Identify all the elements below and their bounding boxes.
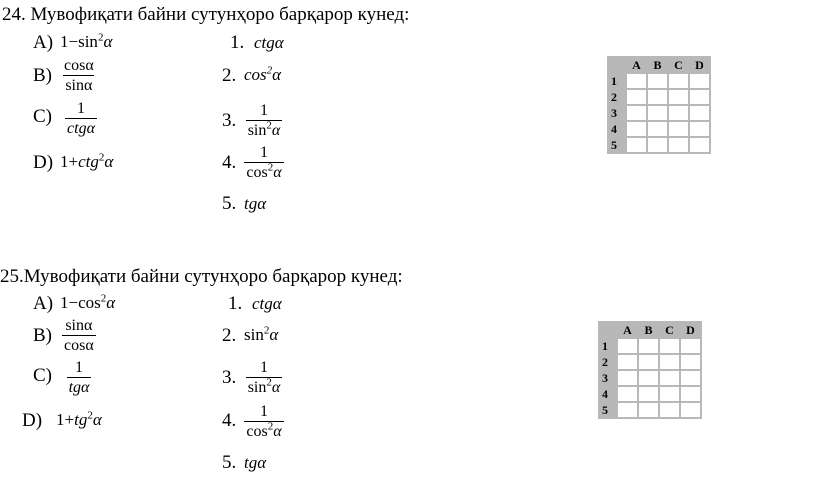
- grid-row-header: 5: [609, 138, 625, 152]
- grid-cell[interactable]: [648, 122, 667, 136]
- grid-cell[interactable]: [690, 74, 709, 88]
- option-d-expression: 1+ctg$^2$α: [60, 151, 114, 171]
- grid-col-header: C: [660, 323, 679, 337]
- question-title: 25.Мувофиқати байни сутунҳоро барқарор кунед:: [0, 266, 403, 287]
- grid-row-header: 4: [609, 122, 625, 136]
- grid-cell[interactable]: [690, 138, 709, 152]
- answer-5-expression: tgα: [244, 453, 267, 472]
- answer-3-label: 3.: [222, 110, 237, 131]
- answer-grid: [607, 56, 711, 154]
- grid-cell[interactable]: [669, 138, 688, 152]
- grid-row-header: 3: [609, 106, 625, 120]
- answer-3-fraction: $\frac{1}{\sin^2\alpha}$: [247, 359, 281, 396]
- answer-2-expression: $\sin^2\alpha$: [244, 324, 279, 344]
- grid-cell[interactable]: [660, 339, 679, 353]
- grid-row-header: 3: [600, 371, 616, 385]
- option-c-label: C): [33, 365, 52, 386]
- grid-cell[interactable]: [627, 138, 646, 152]
- option-a-expression: $1-\sin^2\alpha$: [60, 31, 113, 51]
- option-d-label: D): [22, 410, 43, 431]
- grid-cell[interactable]: [618, 387, 637, 401]
- question-24: [0, 0, 816, 237]
- answer-2-expression: $\cos^2\alpha$: [244, 64, 282, 84]
- grid-cell[interactable]: [669, 74, 688, 88]
- grid-cell[interactable]: [627, 90, 646, 104]
- option-d-expression: $1+tg^2\alpha$: [56, 409, 102, 429]
- grid-cell[interactable]: [681, 387, 700, 401]
- grid-cell[interactable]: [639, 355, 658, 369]
- grid-col-header: B: [648, 58, 667, 72]
- answer-1-expression: ctgα: [252, 294, 282, 313]
- grid-col-header: D: [690, 58, 709, 72]
- grid-row-header: 4: [600, 387, 616, 401]
- grid-cell[interactable]: [690, 122, 709, 136]
- grid-cell[interactable]: [618, 339, 637, 353]
- grid-col-header: A: [618, 323, 637, 337]
- grid-cell[interactable]: [648, 138, 667, 152]
- grid-col-header: B: [639, 323, 658, 337]
- grid-cell[interactable]: [627, 74, 646, 88]
- grid-cell[interactable]: [660, 355, 679, 369]
- grid-cell[interactable]: [648, 74, 667, 88]
- grid-cell[interactable]: [618, 403, 637, 417]
- grid-col-header: C: [669, 58, 688, 72]
- option-c-label: C): [33, 106, 52, 127]
- grid-row-header: 2: [600, 355, 616, 369]
- option-b-fraction: $\frac{\cos\alpha}{\sin\alpha}$: [64, 57, 94, 94]
- question-title: 24. Мувофиқати байни сутунҳоро барқарор кунед:: [2, 4, 410, 25]
- option-c-fraction: 1 tgα: [68, 359, 90, 396]
- option-b-label: B): [33, 65, 52, 86]
- option-a-expression: $1-\cos^2\alpha$: [60, 292, 116, 312]
- grid-cell[interactable]: [618, 355, 637, 369]
- grid-cell[interactable]: [681, 371, 700, 385]
- option-b-label: B): [33, 325, 52, 346]
- answer-1-expression: ctgα: [254, 33, 284, 52]
- answer-3-fraction: $\frac{1}{\sin^2\alpha}$: [247, 102, 281, 139]
- grid-cell[interactable]: [618, 371, 637, 385]
- grid-cell[interactable]: [681, 403, 700, 417]
- grid-cell[interactable]: [627, 106, 646, 120]
- grid-cell[interactable]: [681, 339, 700, 353]
- grid-row-header: 5: [600, 403, 616, 417]
- option-d-label: D): [33, 152, 54, 173]
- answer-5-label: 5.: [222, 193, 237, 214]
- option-a-label: A): [33, 293, 54, 314]
- grid-row-header: 1: [600, 339, 616, 353]
- option-b-fraction: $\frac{\sin\alpha}{\cos\alpha}$: [64, 317, 94, 354]
- answer-2-label: 2.: [222, 325, 237, 346]
- grid-col-header: A: [627, 58, 646, 72]
- grid-cell[interactable]: [639, 339, 658, 353]
- grid-row-header: 2: [609, 90, 625, 104]
- option-c-fraction: 1 ctgα: [67, 100, 95, 137]
- grid-row-header: 1: [609, 74, 625, 88]
- grid-cell[interactable]: [681, 355, 700, 369]
- answer-3-label: 3.: [222, 367, 237, 388]
- answer-5-label: 5.: [222, 452, 237, 473]
- grid-cell[interactable]: [669, 122, 688, 136]
- grid-cell[interactable]: [627, 122, 646, 136]
- grid-cell[interactable]: [690, 90, 709, 104]
- answer-4-fraction: $\frac{1}{\cos^2\alpha}$: [246, 403, 282, 440]
- question-25: [0, 262, 816, 499]
- answer-5-expression: tgα: [244, 194, 267, 213]
- grid-cell[interactable]: [639, 387, 658, 401]
- grid-cell[interactable]: [648, 90, 667, 104]
- grid-cell[interactable]: [639, 403, 658, 417]
- answer-4-label: 4.: [222, 410, 237, 431]
- grid-cell[interactable]: [639, 371, 658, 385]
- answer-grid: [598, 321, 702, 419]
- grid-cell[interactable]: [660, 403, 679, 417]
- answer-1-label: 1.: [230, 32, 245, 53]
- grid-cell[interactable]: [669, 90, 688, 104]
- grid-cell[interactable]: [660, 387, 679, 401]
- answer-4-label: 4.: [222, 152, 237, 173]
- grid-col-header: D: [681, 323, 700, 337]
- answer-1-label: 1.: [228, 293, 243, 314]
- option-a-label: A): [33, 32, 54, 53]
- grid-cell[interactable]: [660, 371, 679, 385]
- grid-cell[interactable]: [669, 106, 688, 120]
- grid-cell[interactable]: [690, 106, 709, 120]
- grid-cell[interactable]: [648, 106, 667, 120]
- answer-2-label: 2.: [222, 65, 237, 86]
- answer-4-fraction: $\frac{1}{\cos^2\alpha}$: [246, 144, 282, 181]
